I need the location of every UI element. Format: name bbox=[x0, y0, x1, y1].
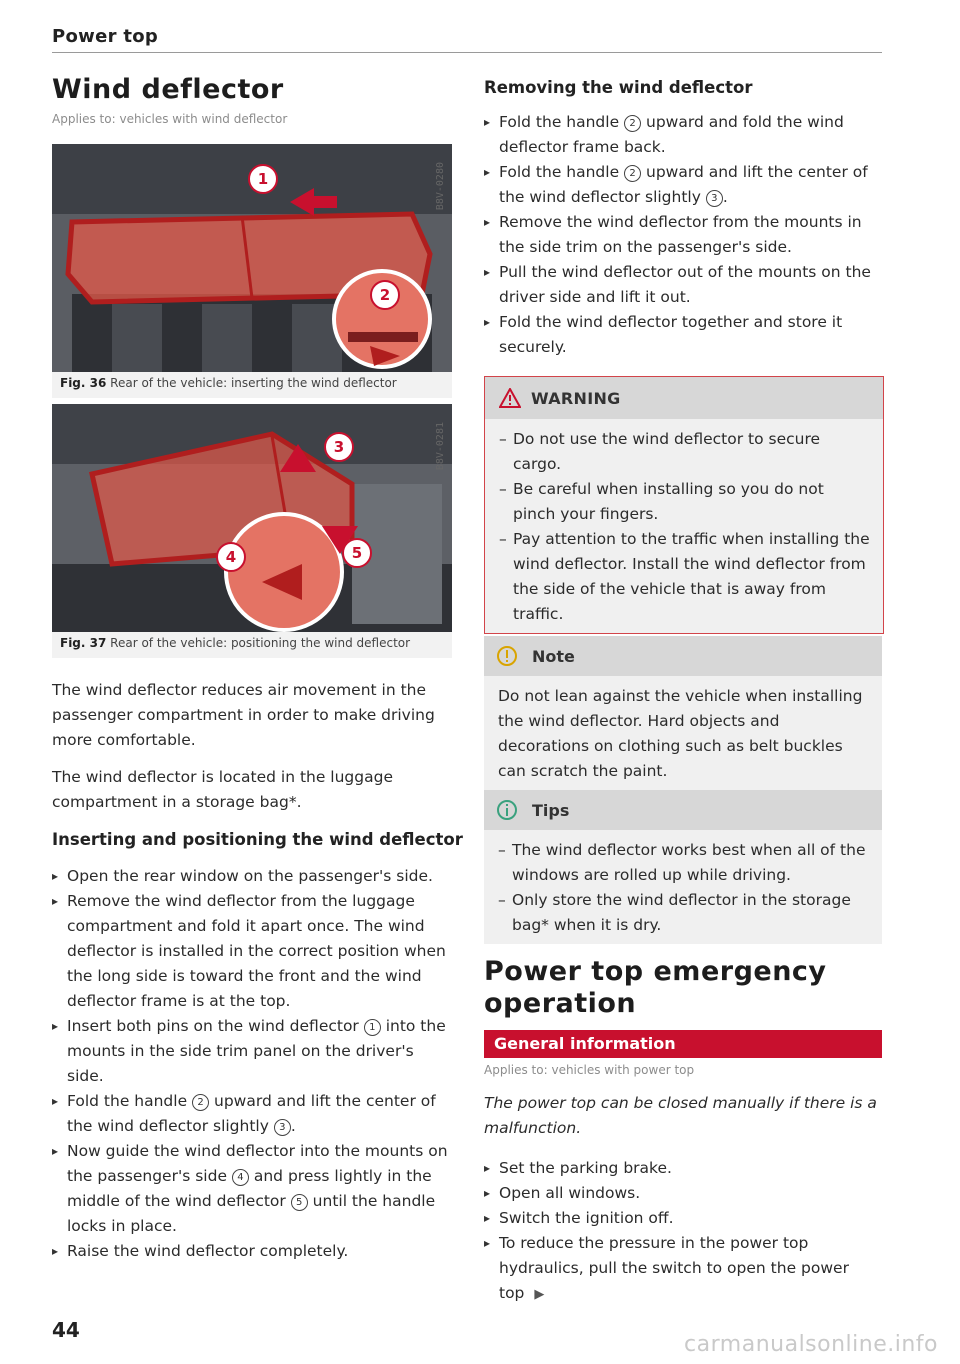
list-item: ▸ Remove the wind deflector from the mounts in the side trim on the passenger's side. bbox=[484, 210, 884, 260]
page-title: Wind deflector bbox=[52, 74, 284, 105]
list-item: ▸ Switch the ignition off. bbox=[484, 1206, 884, 1231]
page-number: 44 bbox=[52, 1318, 80, 1342]
general-info-bar: General information bbox=[484, 1030, 882, 1058]
paragraph: The wind deflector is located in the luggage compartment in a storage bag*. bbox=[52, 768, 393, 811]
callout-ref: 4 bbox=[232, 1169, 249, 1186]
callout-ref: 3 bbox=[706, 190, 723, 207]
callout-5: 5 bbox=[342, 538, 372, 568]
figure-37-id: B8V-0281 bbox=[435, 422, 446, 471]
emergency-title: Power top emergency operation bbox=[484, 956, 827, 1019]
callout-2: 2 bbox=[370, 280, 400, 310]
watermark: carmanualsonline.info bbox=[684, 1332, 938, 1357]
list-item: ▸ Open all windows. bbox=[484, 1181, 884, 1206]
note-box bbox=[484, 636, 882, 790]
list-item: ▸ Insert both pins on the wind deflector 1 into the mounts in the side trim panel on the driver's side. bbox=[52, 1014, 452, 1089]
list-item: ▸ Open the rear window on the passenger's side. bbox=[52, 864, 452, 889]
list-item: – Be careful when installing so you do not pinch your fingers. bbox=[485, 477, 871, 527]
callout-ref: 2 bbox=[192, 1094, 209, 1111]
tips-header bbox=[484, 790, 882, 830]
list-item: ▸ Pull the wind deflector out of the mounts on the driver side and lift it out. bbox=[484, 260, 884, 310]
list-item: – Pay attention to the traffic when installing the wind deflector. Install the wind deflector from the side of the vehicle that is away from traffic. bbox=[485, 527, 871, 627]
callout-4: 4 bbox=[216, 542, 246, 572]
figure-36-label: Fig. 36 bbox=[60, 376, 107, 390]
list-item: ▸ Fold the handle 2 upward and fold the wind deflector frame back. bbox=[484, 110, 884, 160]
warning-header bbox=[485, 377, 883, 419]
callout-ref: 2 bbox=[624, 165, 641, 182]
note-title: Note bbox=[532, 646, 575, 666]
applies-note-2: Applies to: vehicles with power top bbox=[484, 1063, 695, 1077]
emergency-intro: The power top can be closed manually if there is a malfunction. bbox=[484, 1094, 877, 1137]
list-item: ▸ Fold the handle 2 upward and lift the center of the wind deflector slightly 3 . bbox=[52, 1089, 452, 1139]
warning-body bbox=[485, 419, 883, 633]
warning-triangle-icon bbox=[499, 388, 521, 408]
section-header: Power top bbox=[52, 26, 159, 47]
callout-ref: 1 bbox=[364, 1019, 381, 1036]
callout-ref: 3 bbox=[274, 1119, 291, 1136]
figure-36 bbox=[52, 144, 452, 398]
list-item: ▸ Fold the handle 2 upward and lift the center of the wind deflector slightly 3 . bbox=[484, 160, 884, 210]
callout-3: 3 bbox=[324, 432, 354, 462]
callout-ref: 5 bbox=[291, 1194, 308, 1211]
list-item: – Do not use the wind deflector to secure cargo. bbox=[485, 427, 871, 477]
tips-box bbox=[484, 790, 882, 944]
list-item: ▸ Now guide the wind deflector into the mounts on the passenger's side 4 and press lightly in the middle of the wind deflector 5 until the handle locks in place. bbox=[52, 1139, 452, 1239]
intro-text bbox=[52, 678, 450, 827]
tips-title: Tips bbox=[532, 800, 570, 820]
header-divider bbox=[52, 52, 882, 53]
figure-37-illustration bbox=[52, 404, 452, 632]
figure-37-caption bbox=[52, 632, 452, 658]
inserting-steps bbox=[52, 864, 452, 1264]
figure-36-caption bbox=[52, 372, 452, 398]
callout-ref: 2 bbox=[624, 115, 641, 132]
inserting-subtitle: Inserting and positioning the wind deflector bbox=[52, 830, 463, 849]
tips-info-icon bbox=[496, 799, 518, 821]
warning-title: WARNING bbox=[531, 388, 621, 408]
applies-note: Applies to: vehicles with wind deflector bbox=[52, 112, 288, 126]
callout-1: 1 bbox=[248, 164, 278, 194]
list-item: – Only store the wind deflector in the storage bag* when it is dry. bbox=[484, 888, 870, 938]
figure-36-id: B8V-0280 bbox=[435, 162, 446, 211]
paragraph: The wind deflector reduces air movement in the passenger compartment in order to make driving more comfortable. bbox=[52, 681, 435, 749]
figure-36-caption-text: Rear of the vehicle: inserting the wind deflector bbox=[110, 376, 397, 390]
list-item: ▸ Remove the wind deflector from the luggage compartment and fold it apart once. The wind deflector is installed in the correct position when the long side is toward the front and the wind deflector frame is at the top. bbox=[52, 889, 452, 1014]
warning-box bbox=[484, 376, 884, 634]
figure-37 bbox=[52, 404, 452, 658]
note-header bbox=[484, 636, 882, 676]
removing-steps bbox=[484, 110, 884, 360]
list-item: ▸ Raise the wind deflector completely. bbox=[52, 1239, 452, 1264]
emergency-steps bbox=[484, 1156, 884, 1307]
removing-title: Removing the wind deflector bbox=[484, 78, 753, 97]
list-item: – The wind deflector works best when all of the windows are rolled up while driving. bbox=[484, 838, 870, 888]
list-item: ▸ Set the parking brake. bbox=[484, 1156, 884, 1181]
figure-37-caption-text: Rear of the vehicle: positioning the wind deflector bbox=[110, 636, 411, 650]
tips-body bbox=[484, 830, 882, 944]
figure-37-label: Fig. 37 bbox=[60, 636, 107, 650]
note-exclamation-icon bbox=[496, 645, 518, 667]
note-text: Do not lean against the vehicle when installing the wind deflector. Hard objects and decorations on clothing such as belt buckles can scratch the paint. bbox=[498, 687, 863, 780]
list-item: ▸ Fold the wind deflector together and store it securely. bbox=[484, 310, 884, 360]
list-item: ▸ To reduce the pressure in the power top hydraulics, pull the switch to open the power top ▶ bbox=[484, 1231, 884, 1307]
continue-arrow-icon: ▶ bbox=[534, 1287, 545, 1302]
